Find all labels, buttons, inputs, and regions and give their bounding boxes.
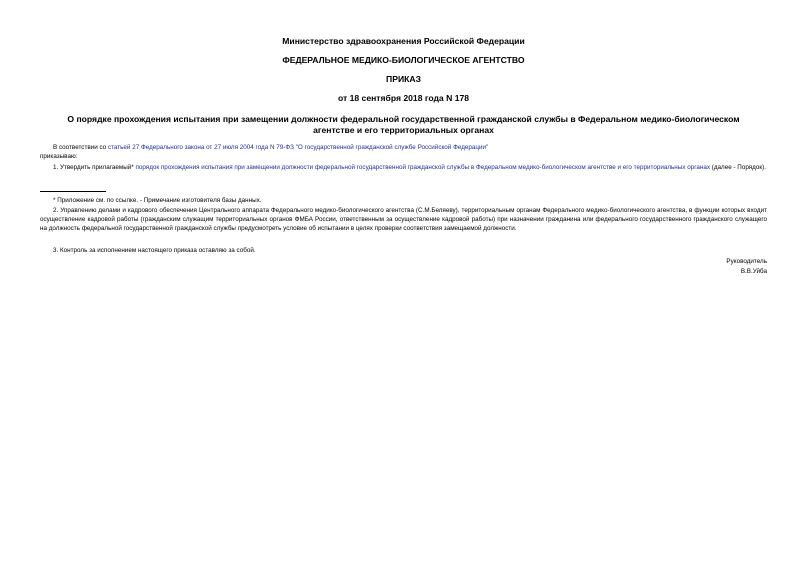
item-3: 3. Контроль за исполнением настоящего приказа оставляю за собой. [53, 247, 256, 254]
footnote: * Приложение см. по ссылке. - Примечание изготовителя базы данных. [53, 197, 262, 204]
ministry-heading: Министерство здравоохранения Российской Федерации [282, 36, 525, 46]
law-link[interactable]: статьей 27 Федерального закона от 27 июля 2004 года N 79-ФЗ "О государственной гражданской службе Российской Федерации" [107, 144, 489, 151]
signature-name: В.В.Уйба [740, 268, 767, 275]
order-heading: ПРИКАЗ [386, 74, 421, 84]
order-date: от 18 сентября 2018 года N 178 [337, 93, 470, 103]
agency-heading: ФЕДЕРАЛЬНОЕ МЕДИКО-БИОЛОГИЧЕСКОЕ АГЕНТСТВО [282, 55, 525, 65]
document-title [40, 114, 767, 136]
item-2 [40, 207, 767, 233]
item-1 [40, 164, 767, 173]
signature-position: Руководитель [726, 258, 767, 265]
item-1-suffix: (далее - Порядок). [710, 164, 766, 171]
document-title-line1: О порядке прохождения испытания при замещении должности федеральной государственной гражданской службы в Федеральном медико-биологическом [67, 114, 740, 124]
footnote-divider [40, 191, 106, 192]
preamble [53, 144, 488, 153]
procedure-link[interactable]: порядок прохождения испытания при замещении должности федеральной государственной гражданской службы в Федеральном медико-биологическом агентстве и его территориальных органах [135, 164, 710, 171]
command-word: приказываю: [40, 153, 78, 160]
preamble-prefix: В соответствии со [53, 144, 108, 151]
item-1-prefix: 1. Утвердить прилагаемый* [53, 164, 136, 171]
item-2-text: 2. Управлению делами и кадрового обеспечения Центрального аппарата Федерального медико-биологического агентства (С.М.Беляеву), территориальным органам Федерального медико-биологического агентства, в функции которых входит осуществление кадровой работы (гражданским служащим территориальных органов ФМБА России, ответственным за осуществление кадровой работы) при назначении гражданина или федерального государственного гражданского служащего на должность федеральной государственной гражданской службы предусмотреть условие об испытании в целях проверки соответствия замещаемой должности. [40, 207, 767, 232]
document-title-line2: агентстве и его территориальных органах [313, 125, 494, 135]
